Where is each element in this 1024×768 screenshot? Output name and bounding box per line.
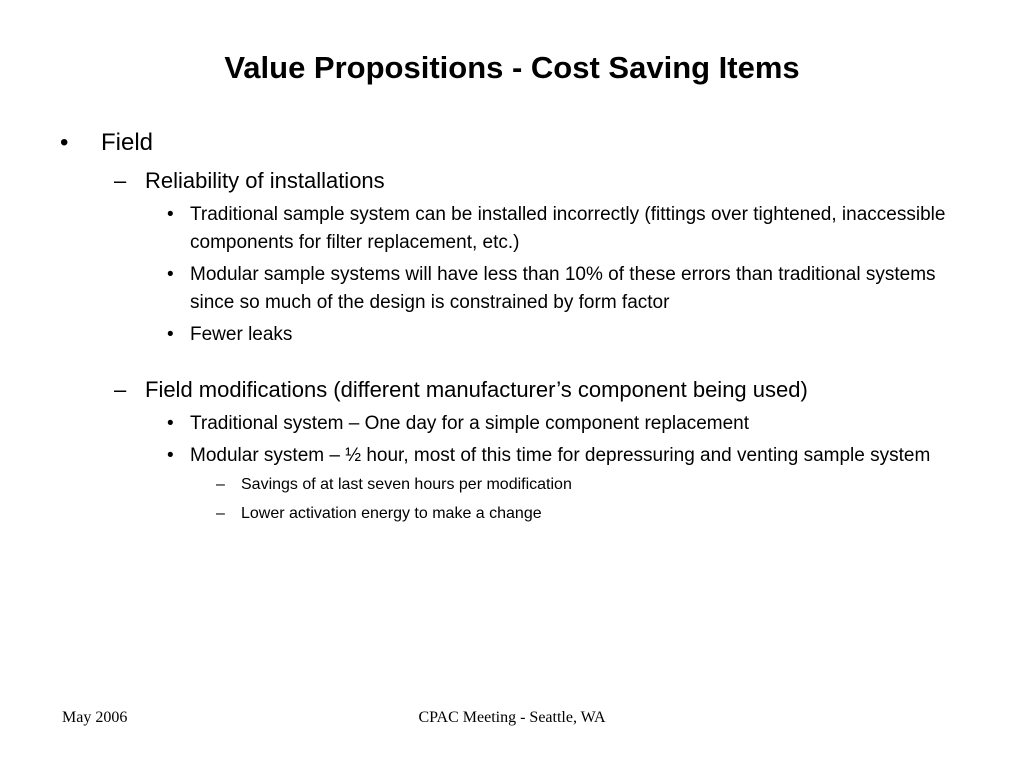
footer-date: May 2006	[62, 709, 128, 726]
sub-bullet-reliability	[101, 162, 980, 349]
sub-detail-item	[190, 470, 980, 499]
sub-bullet-list	[101, 162, 980, 528]
bullet-marker: •	[167, 264, 174, 285]
detail-item	[145, 261, 980, 317]
footer-event: CPAC Meeting - Seattle, WA	[418, 709, 606, 726]
sub-bullet-text: Field modifications (different manufacturer’s component being used)	[145, 377, 808, 402]
bullet-marker: •	[60, 129, 69, 156]
bullet-marker: •	[167, 413, 174, 434]
sub-detail-text: Savings of at last seven hours per modification	[241, 476, 572, 493]
detail-text: Traditional sample system can be installed incorrectly (fittings over tightened, inaccessible components for filter replacement, etc.)	[190, 204, 946, 253]
bullet-marker: •	[167, 204, 174, 225]
detail-list	[145, 410, 980, 528]
detail-text: Fewer leaks	[190, 324, 293, 345]
sub-bullet-text: Reliability of installations	[145, 168, 385, 193]
detail-item	[145, 442, 980, 528]
detail-list	[145, 201, 980, 349]
detail-item	[145, 321, 980, 349]
dash-marker: –	[114, 168, 127, 193]
bullet-marker: •	[167, 445, 174, 466]
detail-item	[145, 201, 980, 257]
dash-marker: –	[216, 476, 225, 493]
bullet-list	[60, 124, 980, 528]
detail-item	[145, 410, 980, 438]
dash-marker: –	[216, 505, 225, 522]
dash-marker: –	[114, 377, 127, 402]
slide-title: Value Propositions - Cost Saving Items	[224, 50, 800, 85]
sub-detail-text: Lower activation energy to make a change	[241, 505, 542, 522]
detail-text: Modular system – ½ hour, most of this time for depressuring and venting sample system	[190, 445, 931, 466]
slide-body	[60, 124, 980, 532]
sub-detail-list	[190, 470, 980, 528]
sub-bullet-field-modifications	[101, 371, 980, 528]
bullet-field	[60, 124, 980, 528]
sub-detail-item	[190, 499, 980, 528]
detail-text: Modular sample systems will have less than 10% of these errors than traditional systems since so much of the design is constrained by form factor	[190, 264, 936, 313]
bullet-marker: •	[167, 324, 174, 345]
bullet-text: Field	[101, 129, 154, 156]
detail-text: Traditional system – One day for a simple component replacement	[190, 413, 750, 434]
